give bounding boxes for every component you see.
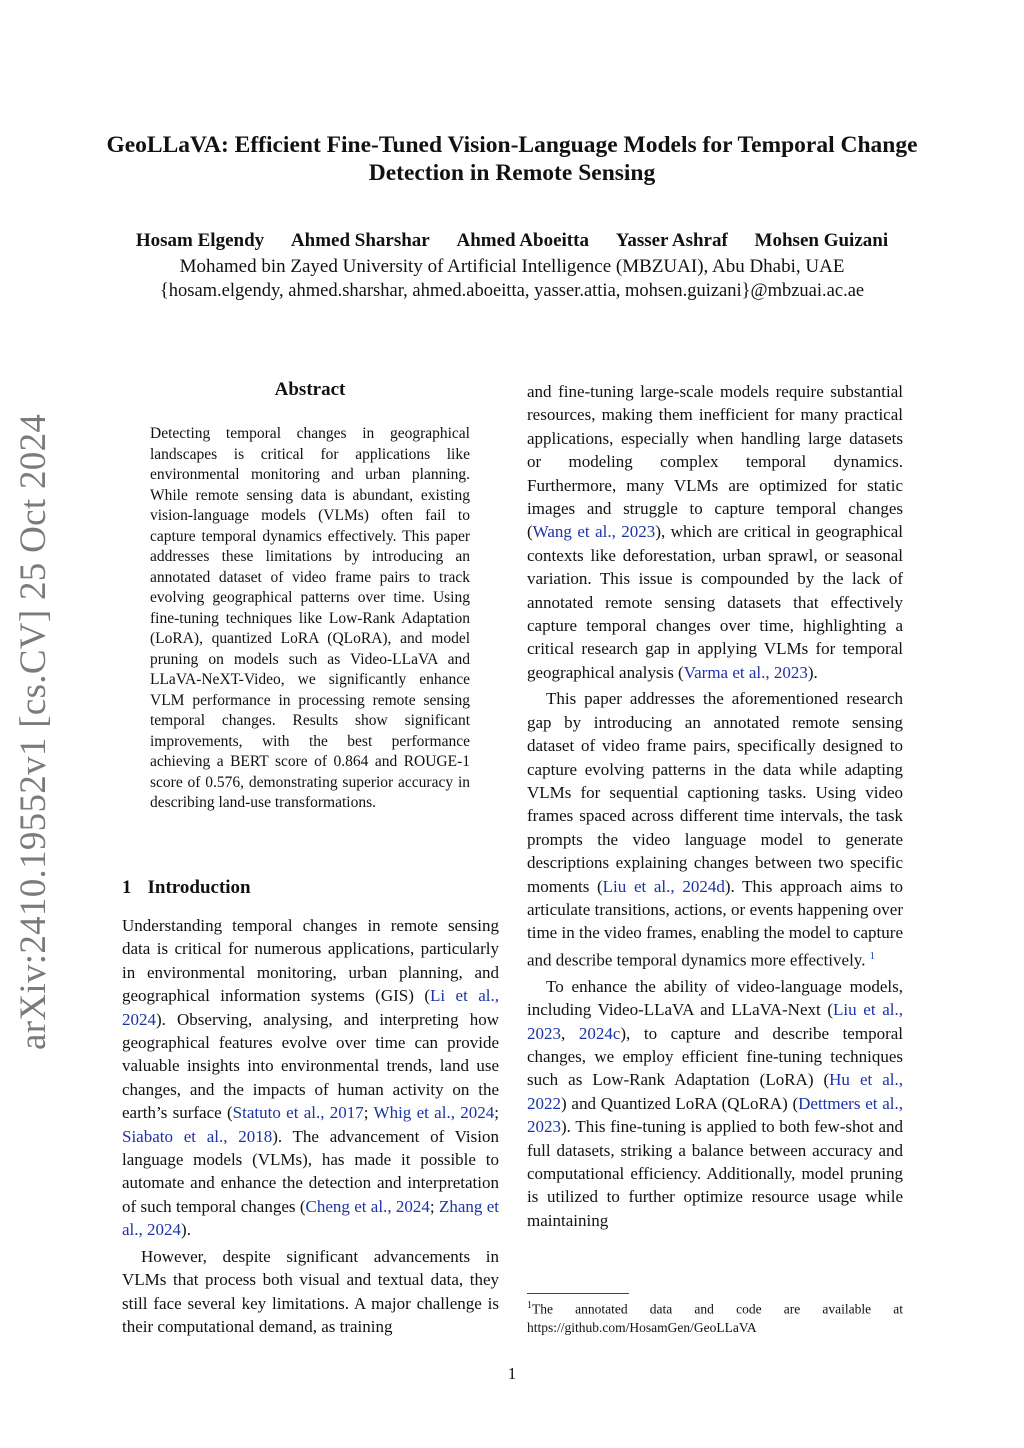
citation-link[interactable]: Wang et al., 2023: [532, 522, 656, 542]
paragraph: [122, 914, 499, 1242]
paragraph: [527, 687, 903, 972]
section-number: 1: [122, 877, 132, 898]
citation-link[interactable]: Siabato et al., 2018: [122, 1126, 273, 1146]
text-run: ).: [181, 1220, 191, 1240]
abstract-text: Detecting temporal changes in geographical landscapes is critical for applications like environmental monitoring and urban planning. While remote sensing data is abundant, existing vision-language models (VLMs) often fail to capture temporal dynamics effectively. This paper addresses these limitations by introducing an annotated dataset of video frame pairs to track evolving geographical patterns over time. Using fine-tuning techniques like Low-Rank Adaptation (LoRA), quantized LoRA (QLoRA), and model pruning on models such as Video-LLaVA and LLaVA-NeXT-Video, we significantly enhance VLM performance in processing remote sensing temporal changes. Results show significant improvements, with the best performance achieving a BERT score of 0.864 and ROUGE-1 score of 0.576, demonstrating superior accuracy in describing land-use transformations.: [150, 425, 470, 811]
text-run: ). This fine-tuning is applied to both few-shot and full datasets, striking a balance between accuracy and computational efficiency. Additionally, model pruning is utilized to further optimize resource usage while maintaining: [527, 1117, 903, 1230]
text-run: and fine-tuning large-scale models require substantial resources, making them inefficient for many practical applications, especially when handling large datasets or modeling complex temporal dynamics. Furthermore, many VLMs are optimized for static images and struggle to capture temporal changes (: [527, 382, 903, 542]
text-run: ).: [807, 662, 818, 682]
arxiv-identifier: arXiv:2410.19552v1 [cs.CV] 25 Oct 2024: [13, 413, 54, 1050]
citation-link[interactable]: Statuto et al., 2017: [232, 1103, 364, 1123]
text-run: Understanding temporal changes in remote sensing data is critical for numerous applications, particularly in environmental monitoring, urban planning, and geographical information systems (GIS) (: [122, 916, 499, 1006]
author-name: Yasser Ashraf: [615, 230, 728, 251]
text-run: ;: [494, 1103, 499, 1123]
text-run: ). This approach aims to articulate transitions, actions, or events happening over time in the video frames, enabling the model to capture and describe temporal dynamics more effectively.: [527, 876, 903, 970]
footnote-mark: 1: [527, 1300, 532, 1311]
citation-link[interactable]: Liu et al., 2023: [527, 1000, 903, 1043]
citation-link[interactable]: Cheng et al., 2024: [305, 1196, 430, 1216]
author-name: Ahmed Aboeitta: [456, 230, 589, 251]
text-run: ;: [363, 1103, 374, 1123]
author-name: Ahmed Sharshar: [290, 230, 430, 251]
author-emails: {hosam.elgendy, ahmed.sharshar, ahmed.aboeitta, yasser.attia, mohsen.guizani}@mbzuai.ac.ae: [159, 281, 865, 301]
text-run: ). Observing, analysing, and interpreting how geographical features evolve over time can provide valuable insights into environmental trends, land use changes, and the impacts of human activity on the earth’s surface (: [122, 1009, 499, 1123]
author-name: Hosam Elgendy: [135, 230, 265, 251]
page-number: 1: [507, 1364, 517, 1383]
author-list: [60, 230, 964, 252]
paper-title: GeoLLaVA: Efficient Fine-Tuned Vision-Language Models for Temporal Change Detection in Remote Sensing: [106, 132, 918, 186]
footnote-ref[interactable]: 1: [869, 950, 875, 962]
footnote: [527, 1297, 903, 1337]
text-run: ). The advancement of Vision language models (VLMs), has made it possible to automate and enhance the detection and interpretation of such temporal changes (: [122, 1126, 499, 1216]
citation-link[interactable]: Liu et al., 2024d: [602, 876, 725, 896]
citation-link[interactable]: Li et al., 2024: [122, 986, 499, 1029]
text-run: ), which are critical in geographical contexts like deforestation, urban sprawl, or seasonal variation. This issue is compounded by the lack of annotated remote sensing datasets that effectively capture temporal changes over time, highlighting a critical research gap in applying VLMs for temporal geographical analysis (: [527, 522, 903, 682]
citation-link[interactable]: Dettmers et al., 2023: [527, 1093, 903, 1137]
abstract-heading: Abstract: [274, 379, 346, 400]
text-run: To enhance the ability of video-language models, including Video-LLaVA and LLaVA-Next (: [527, 976, 903, 1020]
paragraph: [527, 380, 903, 684]
affiliation: Mohamed bin Zayed University of Artificial Intelligence (MBZUAI), Abu Dhabi, UAE: [179, 256, 845, 277]
citation-link[interactable]: Hu et al., 2022: [527, 1070, 903, 1113]
text-run: ,: [561, 1023, 579, 1043]
citation-link[interactable]: 2024c: [578, 1023, 621, 1043]
footnote-divider: [527, 1293, 629, 1294]
left-column: [122, 914, 499, 1341]
citation-link[interactable]: Varma et al., 2023: [683, 662, 808, 682]
footnote-text: The annotated data and code are available at https://github.com/HosamGen/GeoLLaVA: [527, 1301, 903, 1335]
paragraph: [527, 975, 903, 1232]
author-name: Mohsen Guizani: [754, 230, 889, 251]
right-column: [527, 380, 903, 1235]
citation-link[interactable]: Zhang et al., 2024: [122, 1196, 499, 1240]
section-title: Introduction: [147, 877, 251, 898]
citation-link[interactable]: Whig et al., 2024: [373, 1103, 495, 1123]
text-run: ;: [429, 1196, 439, 1216]
text-run: ), to capture and describe temporal changes, we employ efficient fine-tuning techniques such as Low-Rank Adaptation (LoRA) (: [527, 1023, 903, 1090]
text-run: However, despite significant advancements in VLMs that process both visual and textual data, they still face several key limitations. A major challenge is their computational demand, as training: [122, 1246, 499, 1336]
section-heading: [122, 877, 502, 899]
paragraph: [122, 1245, 499, 1339]
text-run: This paper addresses the aforementioned research gap by introducing an annotated remote sensing dataset of video frame pairs, specifically designed to capture evolving patterns in the data while adapting VLMs for sequential captioning tasks. Using video frames spaced across different time intervals, the task prompts the video language model to generate descriptions explaining changes between two specific moments (: [527, 689, 903, 896]
text-run: ) and Quantized LoRA (QLoRA) (: [561, 1093, 799, 1113]
